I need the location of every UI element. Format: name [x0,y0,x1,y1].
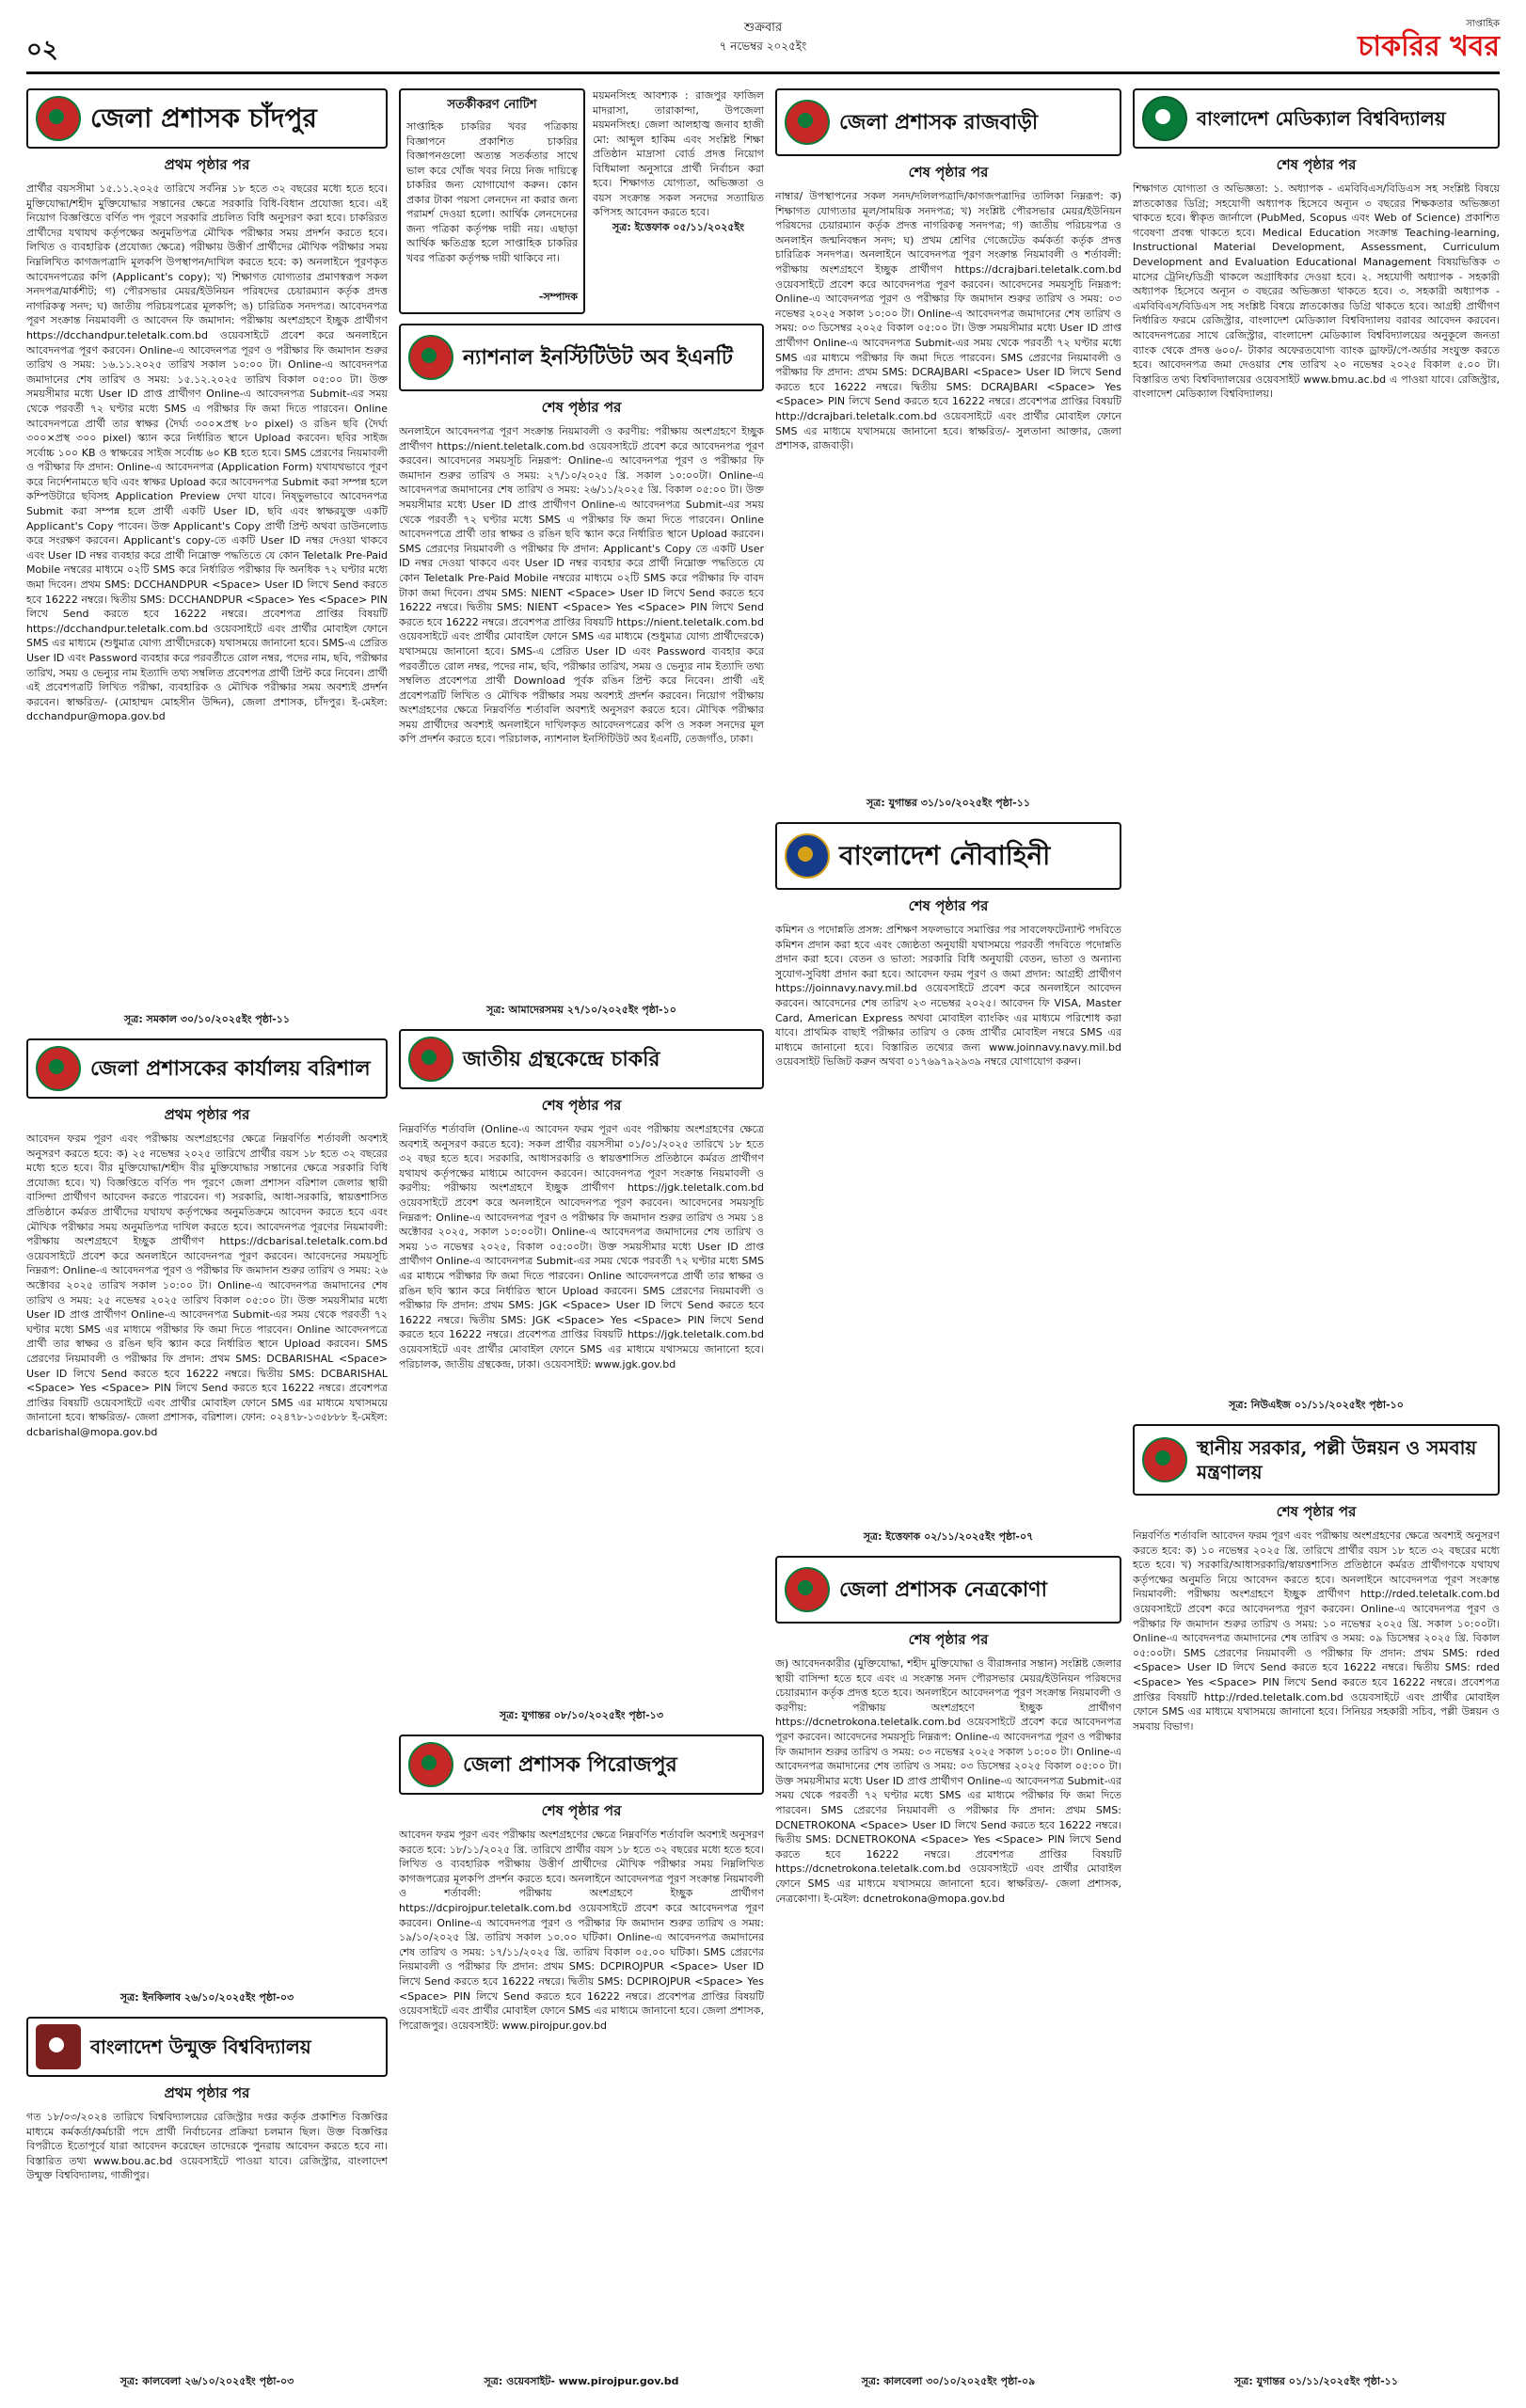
ad-source: সূত্র: ওয়েবসাইট- www.pirojpur.gov.bd [484,2375,679,2387]
govt-emblem-icon [36,1046,81,1091]
ad-header [26,2017,388,2077]
ad-netrokona [775,1556,1121,2391]
ad-source: সূত্র: সমকাল ৩০/১০/২০২৫ইং পৃষ্ঠা-১১ [123,1013,291,1025]
ad-body: কমিশন ও পদোন্নতি প্রসঙ্গ: প্রশিক্ষণ সফলভাবে সমাপ্তির পর সাবলেফটেন্যান্ট পদবিতে কমিশন প্রদান করা হবে এবং জ্যেষ্ঠতা অনুযায়ী যথাসময়ে পরবর্তী পদবিতে পদোন্নতি প্রদান করা হবে। বেতন ও ভাতা: সরকারি বিধি অনুযায়ী বেতন, ভাতা ও অন্যান্য সুযোগ-সুবিধা প্রদান করা হবে। আবেদন ফরম পূরণ ও জমা প্রদান: আগ্রহী প্রার্থীগণ https://joinnavy.navy.mil.bd ওয়েবসাইটে প্রবেশ করে অনলাইনে আবেদন করবেন। আবেদনের শেষ তারিখ ২৩ নভেম্বর ২০২৫। আবেদন ফি VISA, Master Card, American Express অথবা মোবাইল ব্যাংকিং এর মাধ্যমে পরিশোধ করা যাবে। প্রাথমিক বাছাই পরীক্ষার তারিখ ও কেন্দ্র প্রার্থীর মোবাইল নম্বরে SMS এর মাধ্যমে জানানো হবে। বিস্তারিত তথ্যের জন্য www.joinnavy.navy.mil.bd ওয়েবসাইট ভিজিট করুন অথবা ০১৭৬৯৭৯২৯৩৯ নম্বরে যোগাযোগ করুন। [775,924,1121,1069]
ad-header [775,88,1121,156]
ad-source: সূত্র: ইত্তেফাক ০২/১১/২০২৫ইং পৃষ্ঠা-০৭ [863,1530,1034,1543]
ad-body: আবেদন ফরম পূরণ এবং পরীক্ষায় অংশগ্রহণের ক্ষেত্রে নিম্নবর্ণিত শর্তাবলি অবশ্যই অনুসরণ করতে হবে: ১৮/১১/২০২৫ খ্রি. তারিখে প্রার্থীর বয়স ১৮ হতে ৩২ বছরের মধ্যে হতে হবে। লিখিত ও ব্যবহারিক পরীক্ষায় উত্তীর্ণ প্রার্থীদের মৌখিক পরীক্ষার সময় নিম্নলিখিত কাগজপত্রের মূলকপি প্রদর্শন করতে হবে। অনলাইনে আবেদনপত্র পূরণ সংক্রান্ত নিয়মাবলী ও শর্তাবলী: পরীক্ষায় অংশগ্রহণে ইচ্ছুক প্রার্থীগণ https://dcpirojpur.teletalk.com.bd ওয়েবসাইটে প্রবেশ করে আবেদনপত্র পূরণ করবেন। Online-এ আবেদনপত্র পূরণ ও পরীক্ষার ফি জমাদান শুরুর তারিখ ও সময়: ১৯/১০/২০২৫ খ্রি. তারিখ সকাল ১০.০০ ঘটিকা। Online-এ আবেদনপত্র জমাদানের শেষ তারিখ ও সময়: ১৭/১১/২০২৫ খ্রি. তারিখ বিকাল ০৫.০০ ঘটিকা। SMS প্রেরণের নিয়মাবলী ও পরীক্ষার ফি প্রদান: প্রথম SMS: DCPIROJPUR <Space> User ID লিখে Send করতে হবে 16222 নম্বরে। দ্বিতীয় SMS: DCPIROJPUR <Space> Yes <Space> PIN লিখে Send করতে হবে 16222 নম্বরে। প্রবেশপত্র প্রাপ্তির বিষয়টি ওয়েবসাইটে এবং প্রার্থীর মোবাইল ফোনে SMS এর মাধ্যমে জানানো হবে। জেলা প্রশাসক, পিরোজপুর। ওয়েবসাইট: www.pirojpur.gov.bd [399,1829,764,2032]
column-2 [399,88,764,2391]
column-3 [775,88,1121,2391]
ad-header [399,324,764,391]
ad-source: সূত্র: ইনকিলাব ২৬/১০/২০২৫ইং পৃষ্ঠা-০৩ [119,1991,294,2004]
masthead [26,13,1500,74]
ad-header [26,1038,388,1099]
brand-tagline: সাপ্তাহিক [1466,19,1500,29]
ad-body: নিম্নবর্ণিত শর্তাবলি (Online-এ আবেদন ফরম পূরণ এবং পরীক্ষায় অংশগ্রহণের ক্ষেত্রে অবশ্যই অনুসরণ করতে হবে): সকল প্রার্থীর বয়সসীমা ০১/০১/২০২৫ তারিখে ১৮ হতে ৩২ বছর হতে হবে। সরকারি, আধাসরকারি ও স্বায়ত্তশাসিত প্রতিষ্ঠানে কর্মরত প্রার্থীগণ যথাযথ কর্তৃপক্ষের মাধ্যমে আবেদন করবেন। আবেদনপত্র পূরণ সংক্রান্ত নিয়মাবলী ও করণীয়: পরীক্ষায় অংশগ্রহণে ইচ্ছুক প্রার্থীগণ https://jgk.teletalk.com.bd ওয়েবসাইটে প্রবেশ করে অনলাইনে আবেদনপত্র পূরণ করবেন। আবেদনের সময়সূচি নিম্নরূপ: Online-এ আবেদনপত্র পূরণ ও পরীক্ষার ফি জমাদান শুরুর তারিখ ও সময় ১৪ অক্টোবর ২০২৫, সকাল ১০:০০টা। Online-এ আবেদনপত্র জমাদানের শেষ তারিখ ও সময় ১৩ নভেম্বর ২০২৫, বিকাল ০৫:০০টা। উক্ত সময়সীমার মধ্যে User ID প্রাপ্ত প্রার্থীগণ Online-এ আবেদনপত্র Submit-এর সময় থেকে পরবর্তী ৭২ ঘণ্টার মধ্যে SMS এর মাধ্যমে পরীক্ষার ফি জমা দিতে পারবেন। Online আবেদনপত্রে প্রার্থী তার স্বাক্ষর ও রঙিন ছবি স্ক্যান করে নির্ধারিত স্থানে Upload করবেন। SMS প্রেরণের নিয়মাবলী ও পরীক্ষার ফি প্রদান: প্রথম SMS: JGK <Space> User ID লিখে Send করতে হবে 16222 নম্বরে। দ্বিতীয় SMS: JGK <Space> Yes <Space> PIN লিখে Send করতে হবে 16222 নম্বরে। প্রবেশপত্র প্রাপ্তির বিষয়টি https://jgk.teletalk.com.bd ওয়েবসাইটে এবং প্রার্থীর মোবাইল ফোনে SMS এর মাধ্যমে যথাসময়ে জানানো হবে। পরিচালক, জাতীয় গ্রন্থকেন্দ্র, ঢাকা। ওয়েবসাইট: www.jgk.gov.bd [399,1123,764,1370]
issue-date: ৭ নভেম্বর ২০২৫ইং [719,40,807,53]
brand-name: চাকরির খবর [1358,30,1500,63]
govt-emblem-icon [408,335,453,380]
ad-body: গত ১৮/০৩/২০২৪ তারিখে বিশ্ববিদ্যালয়ের রেজিস্ট্রার দপ্তর কর্তৃক প্রকাশিত বিজ্ঞপ্তির মাধ্যমে কর্মকর্তা/কর্মচারী পদে প্রার্থী নির্বাচনের প্রক্রিয়া চলমান ছিল। উক্ত বিজ্ঞপ্তির বিপরীতে ইতোপূর্বে যারা আবেদন করেছেন তাদেরকে পুনরায় আবেদন করতে হবে না। বিস্তারিত তথ্য www.bou.ac.bd ওয়েবসাইটে পাওয়া যাবে। রেজিস্ট্রার, বাংলাদেশ উন্মুক্ত বিশ্ববিদ্যালয়, গাজীপুর। [26,2111,388,2182]
ad-body: নিম্নবর্ণিত শর্তাবলি আবেদন ফরম পূরণ এবং পরীক্ষায় অংশগ্রহণের ক্ষেত্রে অবশ্যই অনুসরণ করতে হবে: ক) ১০ নভেম্বর ২০২৫ খ্রি. তারিখে প্রার্থীর বয়স ১৮ হতে ৩২ বছরের মধ্যে হতে হবে। খ) সরকারি/আধাসরকারি/স্বায়ত্তশাসিত প্রতিষ্ঠানে কর্মরত প্রার্থীগণকে যথাযথ কর্তৃপক্ষের অনুমতি নিয়ে আবেদন করতে হবে। অনলাইনে আবেদনপত্র পূরণ সংক্রান্ত নিয়মাবলী: পরীক্ষায় অংশগ্রহণে ইচ্ছুক প্রার্থীগণ http://rded.teletalk.com.bd ওয়েবসাইটে প্রবেশ করে আবেদনপত্র পূরণ করবেন। Online-এ আবেদনপত্র পূরণ ও পরীক্ষার ফি জমাদান শুরুর তারিখ ও সময়: ১০ নভেম্বর ২০২৫ খ্রি. সকাল ১০:০০টা। Online-এ আবেদনপত্র জমাদানের শেষ তারিখ ও সময়: ০৯ ডিসেম্বর ২০২৫ খ্রি. বিকাল ০৫:০০টা। SMS প্রেরণের নিয়মাবলী ও পরীক্ষার ফি প্রদান: প্রথম SMS: rded <Space> User ID লিখে Send করতে হবে 16222 নম্বরে। দ্বিতীয় SMS: rded <Space> Yes <Space> PIN লিখে Send করতে হবে 16222 নম্বরে। প্রবেশপত্র প্রাপ্তির বিষয়টি http://rded.teletalk.com.bd ওয়েবসাইটে এবং প্রার্থীর মোবাইল ফোনে SMS এর মাধ্যমে যথাসময়ে জানানো হবে। সিনিয়র সহকারী সচিব, পল্লী উন্নয়ন ও সমবায় বিভাগ। [1133,1529,1500,1733]
ad-subtitle: শেষ পৃষ্ঠার পর [541,399,622,416]
ad-subtitle: শেষ পৃষ্ঠার পর [908,897,989,914]
govt-emblem-icon [785,100,830,145]
dateline [26,19,1500,57]
govt-emblem-icon [1142,1437,1187,1482]
ad-title: জাতীয় গ্রন্থকেন্দ্রে চাকরি [463,1047,660,1071]
ad-subtitle: শেষ পৃষ্ঠার পর [1276,1503,1357,1520]
university-logo-icon [36,2024,81,2069]
ad-subtitle: শেষ পৃষ্ঠার পর [541,1802,622,1819]
ad-title: স্থানীয় সরকার, পল্লী উন্নয়ন ও সমবায় মন্ত্রণালয় [1197,1436,1477,1483]
ad-title: বাংলাদেশ মেডিক্যাল বিশ্ববিদ্যালয় [1197,107,1446,130]
ad-header [775,1556,1121,1624]
ad-header [775,822,1121,890]
ad-header [26,88,388,149]
notice-body: সাপ্তাহিক চাকরির খবর পত্রিকায় বিজ্ঞাপনে প্রকাশিত চাকরির বিজ্ঞাপনগুলো অত্যন্ত সতর্কতার সাথে ভাল করে খোঁজ খবর নিয়ে নিজ দায়িত্বে চাকরির জন্য যোগাযোগ করুন। কোন প্রকার টাকা পয়সা লেনদেন না করার জন্য পরামর্শ দেওয়া হলো। আর্থিক লেনদেনের জন্য পত্রিকা কর্তৃপক্ষ দায়ী নয়। এছাড়া আর্থিক ক্ষতিগ্রস্ত হলে সাপ্তাহিক চাকরির খবর পত্রিকা কর্তৃপক্ষ দায়ী থাকিবে না। [406,120,578,264]
ad-title: জেলা প্রশাসক রাজবাড়ী [839,110,1039,135]
ad-pirojpur [399,1735,764,2391]
ad-body: অনলাইনে আবেদনপত্র পূরণ সংক্রান্ত নিয়মাবলী ও করণীয়: পরীক্ষায় অংশগ্রহণে ইচ্ছুক প্রার্থীগণ https://nient.teletalk.com.bd ওয়েবসাইটে প্রবেশ করে আবেদনপত্র পূরণ করবেন। আবেদনের সময়সূচি নিম্নরূপ: Online-এ আবেদনপত্র পূরণ ও পরীক্ষার ফি জমাদান শুরুর তারিখ ও সময়: ২৭/১০/২০২৫ খ্রি. সকাল ১০:০০টা। Online-এ আবেদনপত্র জমাদানের শেষ তারিখ ও সময়: ২৬/১১/২০২৫ খ্রি. বিকাল ০৫:০০ টা। উক্ত সময়সীমার মধ্যে User ID প্রাপ্ত প্রার্থীগণ Online-এ আবেদনপত্র Submit-এর সময় থেকে পরবর্তী ৭২ ঘণ্টার মধ্যে SMS এ পরীক্ষার ফি জমা দিতে পারবেন। Online আবেদনপত্রে প্রার্থী তার স্বাক্ষর ও রঙিন ছবি স্ক্যান করে নির্ধারিত স্থানে Upload করবেন। SMS প্রেরণের নিয়মাবলী ও পরীক্ষার ফি প্রদান: Applicant's Copy তে একটি User ID নম্বর দেওয়া থাকবে এবং User ID নম্বর ব্যবহার করে প্রার্থী নিম্নোক্ত পদ্ধতিতে যে কোন Teletalk Pre-Paid Mobile নম্বরের মাধ্যমে ০২টি SMS করে পরীক্ষার ফি বাবদ টাকা জমা দিবেন। প্রথম SMS: NIENT <Space> User ID লিখে Send করতে হবে 16222 নম্বরে। দ্বিতীয় SMS: NIENT <Space> Yes <Space> PIN লিখে Send করতে হবে 16222 নম্বরে। প্রবেশপত্র প্রাপ্তির বিষয়টি https://nient.teletalk.com.bd ওয়েবসাইটে এবং প্রার্থীর মোবাইল ফোনে SMS এর মাধ্যমে (শুধুমাত্র যোগ্য প্রার্থীদেরকে) যথাসময়ে জানানো হবে। SMS-এ প্রেরিত User ID এবং Password ব্যবহার করে পরবর্তীতে রোল নম্বর, পদের নাম, ছবি, পরীক্ষার তারিখ, সময় ও ভেন্যুর নাম ইত্যাদি তথ্য সম্বলিত প্রবেশপত্র প্রার্থী Download পূর্বক রঙিন প্রিন্ট করে নিবেন। প্রার্থী এই প্রবেশপত্রটি লিখিত ও মৌখিক পরীক্ষার সময় অবশ্যই প্রদর্শন করবেন। নিয়োগ পরীক্ষায় অংশগ্রহণের ক্ষেত্রে নিম্নবর্ণিত শর্তাবলি অবশ্যই অনুসরণ করতে হবে। মৌখিক পরীক্ষার সময় প্রার্থীদের অবশ্যই অনলাইনে দাখিলকৃত আবেদনপত্রের কপি ও সকল সনদের মূল কপি প্রদর্শন করতে হবে। পরিচালক, ন্যাশনাল ইনস্টিটিউট অব ইএনটি, তেজগাঁও, ঢাকা। [399,425,764,746]
ad-body: জ) আবেদনকারীর (মুক্তিযোদ্ধা, শহীদ মুক্তিযোদ্ধা ও বীরাঙ্গনার সন্তান) সংশ্লিষ্ট জেলার স্থায়ী বাসিন্দা হতে হবে এবং এ সংক্রান্ত সনদ পৌরসভার মেয়র/ইউনিয়ন পরিষদের চেয়ারম্যান কর্তৃক প্রদত্ত হতে হবে। অনলাইনে আবেদনপত্র পূরণ সংক্রান্ত নিয়মাবলী ও করণীয়: পরীক্ষায় অংশগ্রহণে ইচ্ছুক প্রার্থীগণ https://dcnetrokona.teletalk.com.bd ওয়েবসাইটে প্রবেশ করে আবেদনপত্র পূরণ করবেন। আবেদনের সময়সূচি নিম্নরূপ: Online-এ আবেদনপত্র পূরণ ও পরীক্ষার ফি জমাদান শুরুর তারিখ ও সময়: ০৩ নভেম্বর ২০২৫ সকাল ১০:০০ টা। Online-এ আবেদনপত্র জমাদানের শেষ তারিখ ও সময়: ০৩ ডিসেম্বর ২০২৫ বিকাল ০৫:০০ টা। উক্ত সময়সীমার মধ্যে User ID প্রাপ্ত প্রার্থীগণ Online-এ আবেদনপত্র Submit-এর সময় থেকে পরবর্তী ৭২ ঘণ্টার মধ্যে SMS এর মাধ্যমে পরীক্ষার ফি জমা দিতে পারবেন। SMS প্রেরণের নিয়মাবলী ও পরীক্ষার ফি প্রদান: প্রথম SMS: DCNETROKONA <Space> User ID লিখে Send করতে হবে 16222 নম্বরে। দ্বিতীয় SMS: DCNETROKONA <Space> Yes <Space> PIN লিখে Send করতে হবে 16222 নম্বরে। প্রবেশপত্র প্রাপ্তির বিষয়টি https://dcnetrokona.teletalk.com.bd ওয়েবসাইটে এবং প্রার্থীর মোবাইল ফোনে SMS এর মাধ্যমে যথাসময়ে জানানো হবে। স্বাক্ষরিত/- জেলা প্রশাসক, নেত্রকোণা। ই-মেইল: dcnetrokona@mopa.gov.bd [775,1657,1121,1905]
ad-body: নাম্বার/ উপস্থাপনের সকল সনদ/দলিলপত্রাদি/কাগজপত্রাদির তালিকা নিম্নরূপ: ক) শিক্ষাগত যোগ্যতার মূল/সাময়িক সনদপত্র; খ) সংশ্লিষ্ট পৌরসভার মেয়র/ইউনিয়ন পরিষদের চেয়ারম্যান কর্তৃক প্রদত্ত নাগরিকত্ব সনদপত্র; গ) জাতীয় পরিচয়পত্র ও অনলাইন জন্মনিবন্ধন সনদ; ঘ) প্রথম শ্রেণির গেজেটেড কর্মকর্তা কর্তৃক প্রদত্ত চারিত্রিক সনদপত্র। অনলাইনে আবেদনপত্র পূরণ সংক্রান্ত নিয়মাবলী ও শর্তাবলী: পরীক্ষায় অংশগ্রহণে ইচ্ছুক প্রার্থীগণ https://dcrajbari.teletalk.com.bd ওয়েবসাইটে প্রবেশ করে আবেদনপত্র পূরণ করবেন। আবেদনের সময়সূচি নিম্নরূপ: Online-এ আবেদনপত্র পূরণ ও পরীক্ষার ফি জমাদান শুরুর তারিখ ও সময়: ০৩ নভেম্বর ২০২৫ সকাল ১০:০০ টা। Online-এ আবেদনপত্র জমাদানের শেষ তারিখ ও সময়: ০৩ ডিসেম্বর ২০২৫ বিকাল ০৫:০০ টা। উক্ত সময়সীমার মধ্যে User ID প্রাপ্ত প্রার্থীগণ Online-এ আবেদনপত্র Submit-এর সময় থেকে পরবর্তী ৭২ ঘণ্টার মধ্যে SMS এর মাধ্যমে পরীক্ষার ফি জমা দিতে পারবেন। SMS প্রেরণের নিয়মাবলী ও পরীক্ষার ফি প্রদান: প্রথম SMS: DCRAJBARI <Space> User ID লিখে Send করতে হবে 16222 নম্বরে। দ্বিতীয় SMS: DCRAJBARI <Space> Yes <Space> PIN লিখে Send করতে হবে 16222 নম্বরে। প্রবেশপত্র প্রাপ্তির বিষয়টি http://dcrajbari.teletalk.com.bd ওয়েবসাইটে এবং প্রার্থীর মোবাইল ফোনে SMS এর মাধ্যমে যথাসময়ে জানানো হবে। স্বাক্ষরিত/- সুলতানা আক্তার, জেলা প্রশাসক, রাজবাড়ী। [775,190,1121,452]
navy-emblem-icon [785,833,830,879]
ad-subtitle: প্রথম পৃষ্ঠার পর [164,156,250,173]
ad-rajbari [775,88,1121,813]
ad-lgrd [1133,1424,1500,2391]
ad-source: সূত্র: নিউএইজ ০১/১১/২০২৫ইং পৃষ্ঠা-১০ [1229,1399,1404,1411]
ad-title: জেলা প্রশাসক চাঁদপুর [90,103,317,134]
ad-nbc [399,1029,764,1725]
ad-navy [775,822,1121,1546]
ad-chandpur [26,88,388,1029]
ad-bmu [1133,88,1500,1415]
govt-emblem-icon [408,1037,453,1082]
ad-source: সূত্র: কালবেলা ৩০/১০/২০২৫ইং পৃষ্ঠা-০৯ [861,2375,1036,2387]
column-1 [26,88,388,2391]
ad-body: প্রার্থীর বয়সসীমা ১৫.১১.২০২৫ তারিখে সর্বনিম্ন ১৮ হতে ৩২ বছরের মধ্যে হতে হবে। মুক্তিযোদ্ধা/শহীদ মুক্তিযোদ্ধার সন্তানের ক্ষেত্রে সরকারি বিধি-বিধান প্রযোজ্য হবে। এই নিয়োগ বিজ্ঞপ্তিতে বর্ণিত পদ পূরণে সরকারি প্রচলিত বিধি অনুসরণ করা হবে। চাকরিরত প্রার্থীদের যথাযথ কর্তৃপক্ষের অনুমতিপত্র মৌখিক পরীক্ষার সময় প্রদর্শন করতে হবে। লিখিত ও ব্যবহারিক (প্রযোজ্য ক্ষেত্রে) পরীক্ষায় উত্তীর্ণ প্রার্থীদের মৌখিক পরীক্ষার সময় নিম্নলিখিত কাগজপত্রাদি মূলকপি উপস্থাপন/দাখিল করতে হবে: ক) অনলাইনে পূরণকৃত আবেদনপত্রের কপি (Applicant's copy); খ) শিক্ষাগত যোগ্যতার প্রমাণস্বরূপ সকল সনদপত্র/মার্কশীট; গ) পৌরসভার মেয়র/ইউনিয়ন পরিষদের চেয়ারম্যান কর্তৃক প্রদত্ত নাগরিকত্ব সনদ; ঘ) জাতীয় পরিচয়পত্রের মূলকপি; ঙ) চারিত্রিক সনদপত্র। আবেদনপত্র পূরণ সংক্রান্ত নিয়মাবলী ও আবেদন ফি জমাদান: পরীক্ষায় অংশগ্রহণে ইচ্ছুক প্রার্থীগণ https://dcchandpur.teletalk.com.bd ওয়েবসাইটে প্রবেশ করে অনলাইনে আবেদনপত্র পূরণ করবেন। Online-এ আবেদনপত্র পূরণ ও পরীক্ষার ফি জমাদান শুরুর তারিখ ও সময়: ১৬.১১.২০২৫ তারিখ সকাল ১০:০০ টা। Online-এ আবেদনপত্র জমাদানের শেষ তারিখ ও সময়: ১৫.১২.২০২৫ তারিখ বিকাল ০৫:০০ টা। উক্ত সময়সীমার মধ্যে User ID প্রাপ্ত প্রার্থীগণ Online-এ আবেদনপত্র Submit-এর সময় থেকে পরবর্তী ৭২ ঘণ্টার মধ্যে SMS এ পরীক্ষার ফি জমা দিতে পারবেন। Online আবেদনপত্রে প্রার্থী তার স্বাক্ষর (দৈর্ঘ্য ৩০০×প্রস্থ ৮০ pixel) ও রঙিন ছবি (দৈর্ঘ্য ৩০০×প্রস্থ ৩০০ pixel) স্ক্যান করে নির্ধারিত স্থানে Upload করবেন। ছবির সাইজ সর্বোচ্চ ১০০ KB ও স্বাক্ষরের সাইজ সর্বোচ্চ ৬০ KB হতে হবে। SMS প্রেরণের নিয়মাবলী ও পরীক্ষার ফি প্রদান: Online-এ আবেদনপত্র (Application Form) যথাযথভাবে পূরণ করে নির্দেশনামতে ছবি এবং স্বাক্ষর Upload করে আবেদনপত্র Submit করা সম্পন্ন হলে কম্পিউটারে ছবিসহ Application Preview দেখা যাবে। নিষ্ভুলভাবে আবেদনপত্র Submit করা সম্পন্ন হলে প্রার্থী একটি User ID, ছবি এবং স্বাক্ষরযুক্ত একটি Applicant's Copy পাবেন। উক্ত Applicant's Copy প্রার্থী প্রিন্ট অথবা ডাউনলোড করে সংরক্ষণ করবেন। Applicant's copy-তে একটি User ID নম্বর দেওয়া থাকবে এবং User ID নম্বর ব্যবহার করে প্রার্থী নিম্নোক্ত পদ্ধতিতে যে কোন Teletalk Pre-Paid Mobile নম্বরের মাধ্যমে ০২টি SMS করে নির্ধারিত পরীক্ষার ফি অনধিক ৭২ ঘণ্টার মধ্যে জমা দিবেন। প্রথম SMS: DCCHANDPUR <Space> User ID লিখে Send করতে হবে 16222 নম্বরে। দ্বিতীয় SMS: DCCHANDPUR <Space> Yes <Space> PIN লিখে Send করতে হবে 16222 নম্বরে। প্রবেশপত্র প্রাপ্তির বিষয়টি https://dcchandpur.teletalk.com.bd ওয়েবসাইটে এবং প্রার্থীর মোবাইল ফোনে SMS এর মাধ্যমে (শুধুমাত্র যোগ্য প্রার্থীদেরকে) যথাসময়ে জানানো হবে। SMS-এ প্রেরিত User ID এবং Password ব্যবহার করে পরবর্তীতে রোল নম্বর, পদের নাম, ছবি, পরীক্ষার তারিখ, সময় ও ভেন্যুর নাম ইত্যাদি তথ্য সম্বলিত প্রবেশপত্র প্রার্থী প্রিন্ট করে নিবেন। প্রার্থী এই প্রবেশপত্রটি লিখিত পরীক্ষা, ব্যবহারিক ও মৌখিক পরীক্ষার সময় অবশ্যই প্রদর্শন করবেন। স্বাক্ষরিত/- (মোহাম্মদ মোহসীন উদ্দিন), জেলা প্রশাসক, চাঁদপুর। ই-মেইল: dcchandpur@mopa.gov.bd [26,182,388,723]
university-logo-icon [1142,96,1187,141]
snippet-source: সূত্র: ইত্তেফাক ০৫/১১/২০২৫ইং [612,220,744,233]
column-4 [1133,88,1500,2391]
issue-day: শুক্রবার [743,21,783,35]
ad-subtitle: প্রথম পৃষ্ঠার পর [164,1106,250,1123]
page-number: ০২ [26,36,58,64]
ad-title: ন্যাশনাল ইনস্টিটিউট অব ইএনটি [463,345,733,370]
ad-subtitle: শেষ পৃষ্ঠার পর [908,1631,989,1648]
warning-notice [399,88,585,314]
ad-subtitle: শেষ পৃষ্ঠার পর [908,164,989,181]
ad-title: জেলা প্রশাসক পিরোজপুর [463,1752,677,1777]
snippet-body: ময়মনসিংহ আবশ্যক : রাজপুর ফাজিল মাদরাসা, তারাকান্দা, উপজেলা ময়মনসিংহ। জেলা আলহাজ্ব জনাব হাজী মো: আব্দুল হাকিম এবং সংশ্লিষ্ট শিক্ষা প্রতিষ্ঠান মাদ্রাসা বোর্ড প্রদত্ত নিয়োগ বিধিমালা অনুসারে প্রার্থী নির্বাচন করা হবে। শিক্ষাগত যোগ্যতা, অভিজ্ঞতা ও বয়স সংক্রান্ত সকল সনদের সত্যায়িত কপিসহ আবেদন করতে হবে। [593,89,764,218]
ad-title: বাংলাদেশ নৌবাহিনী [839,840,1051,871]
ad-title: জেলা প্রশাসকের কার্যালয় বরিশাল [90,1056,371,1081]
ad-source: সূত্র: যুগান্তর ০১/১১/২০২৫ইং পৃষ্ঠা-১১ [1234,2375,1398,2387]
ad-header [399,1029,764,1089]
govt-emblem-icon [36,96,81,141]
govt-emblem-icon [785,1567,830,1612]
ad-title: বাংলাদেশ উন্মুক্ত বিশ্ববিদ্যালয় [90,2036,311,2058]
ad-snippet [593,88,764,314]
notice-title: সতর্কীকরণ নোটিশ [447,98,537,112]
ad-source: সূত্র: আমাদেরসময় ২৭/১০/২০২৫ইং পৃষ্ঠা-১০ [486,1004,676,1016]
ad-body: শিক্ষাগত যোগ্যতা ও অভিজ্ঞতা: ১. অধ্যাপক - এমবিবিএস/বিডিএস সহ সংশ্লিষ্ট বিষয়ে স্নাতকোত্তর ডিগ্রি; সহযোগী অধ্যাপক হিসেবে অন্যূন ৩ বছরের শিক্ষকতার অভিজ্ঞতা থাকতে হবে। স্বীকৃত জার্নালে (PubMed, Scopus এবং Web of Science) প্রকাশিত গবেষণা প্রবন্ধ থাকতে হবে। Medical Education সংক্রান্ত Teaching-learning, Instructional Material Development, Assessment, Curriculum Development and Evaluation Educational Management বিষয়ভিত্তিক ৩ মাসের ট্রেনিং/ডিগ্রী থাকলে অগ্রাধিকার দেওয়া হবে। ২. সহযোগী অধ্যাপক - সহকারী অধ্যাপক হিসেবে অন্যূন ৩ বছরের অভিজ্ঞতা থাকতে হবে। ৩. সহকারী অধ্যাপক - এমবিবিএস/বিডিএস সহ সংশ্লিষ্ট বিষয়ে স্নাতকোত্তর ডিগ্রি থাকতে হবে। আগ্রহী প্রার্থীগণ নির্ধারিত ফরমে রেজিস্ট্রার, বাংলাদেশ মেডিক্যাল বিশ্ববিদ্যালয় বরাবর আবেদন করবেন। আবেদনপত্রের সাথে রেজিস্ট্রার, বাংলাদেশ মেডিক্যাল বিশ্ববিদ্যালয়ের অনুকূলে জনতা ব্যাংক থেকে প্রদত্ত ৬০০/- টাকার অফেরতযোগ্য ব্যাংক ড্রাফট/পে-অর্ডার সংযুক্ত করতে হবে। আবেদনপত্র জমা দেওয়ার শেষ তারিখ ২০ নভেম্বর ২০২৫ বিকাল ৫.০০ টা। বিস্তারিত তথ্য বিশ্ববিদ্যালয়ের ওয়েবসাইট www.bmu.ac.bd এ পাওয়া যাবে। রেজিস্ট্রার, বাংলাদেশ মেডিক্যাল বিশ্ববিদ্যালয়। [1133,182,1500,401]
ad-title: জেলা প্রশাসক নেত্রকোণা [839,1577,1047,1602]
ad-source: সূত্র: যুগান্তর ০৮/১০/২০২৫ইং পৃষ্ঠা-১৩ [500,1709,663,1721]
ad-source: সূত্র: কালবেলা ২৬/১০/২০২৫ইং পৃষ্ঠা-০৩ [119,2375,294,2387]
notice-editor: -সম্পাদক [538,291,578,303]
ad-body: আবেদন ফরম পূরণ এবং পরীক্ষায় অংশগ্রহণের ক্ষেত্রে নিম্নবর্ণিত শর্তাবলী অবশ্যই অনুসরণ করতে হবে: ক) ২৫ নভেম্বর ২০২৫ তারিখে প্রার্থীর বয়স ১৮ হতে ৩২ বছরের মধ্যে হতে হবে। বীর মুক্তিযোদ্ধা/শহীদ বীর মুক্তিযোদ্ধার সন্তানের ক্ষেত্রে সরকারি বিধি প্রযোজ্য হবে। খ) বিজ্ঞপ্তিতে বর্ণিত পদ পূরণে জেলা প্রশাসন বরিশাল জেলার স্থায়ী বাসিন্দা প্রার্থীগণ আবেদন করতে পারবেন। গ) সরকারি, আধা-সরকারি, স্বায়ত্তশাসিত প্রতিষ্ঠানে কর্মরত প্রার্থীদের যথাযথ কর্তৃপক্ষের অনুমতিক্রমে আবেদন করতে হবে এবং মৌখিক পরীক্ষার সময় অনুমতিপত্র দাখিল করতে হবে। আবেদনপত্র পূরণের নিয়মাবলী: পরীক্ষায় অংশগ্রহণে ইচ্ছুক প্রার্থীগণ https://dcbarisal.teletalk.com.bd ওয়েবসাইটে প্রবেশ করে অনলাইনে আবেদনপত্র পূরণ করবেন। আবেদনের সময়সূচি নিম্নরূপ: Online-এ আবেদনপত্র পূরণ ও পরীক্ষার ফি জমাদান শুরুর তারিখ ও সময়: ২৬ অক্টোবর ২০২৫ তারিখ সকাল ১০:০০ টা। Online-এ আবেদনপত্র জমাদানের শেষ তারিখ ও সময়: ২৫ নভেম্বর ২০২৫ তারিখ বিকাল ০৫:০০ টা। উক্ত সময়সীমার মধ্যে User ID প্রাপ্ত প্রার্থীগণ Online-এ আবেদনপত্র Submit-এর সময় থেকে পরবর্তী ৭২ ঘণ্টার মধ্যে SMS এর মাধ্যমে পরীক্ষার ফি জমা দিতে পারবেন। Online আবেদনপত্রে প্রার্থী তার স্বাক্ষর ও রঙিন ছবি স্ক্যান করে নির্ধারিত স্থানে Upload করবেন। SMS প্রেরণের নিয়মাবলী ও পরীক্ষার ফি প্রদান: প্রথম SMS: DCBARISHAL <Space> User ID লিখে Send করতে হবে 16222 নম্বরে। দ্বিতীয় SMS: DCBARISHAL <Space> Yes <Space> PIN লিখে Send করতে হবে 16222 নম্বরে। প্রবেশপত্র প্রাপ্তির বিষয়টি ওয়েবসাইটে এবং প্রার্থীর মোবাইল ফোনে SMS এর মাধ্যমে যথাসময়ে জানানো হবে। স্বাক্ষরিত/- জেলা প্রশাসক, বরিশাল। ফোন: ০২৪৭৮-১৩৫৮৮৮ ই-মেইল: dcbarishal@mopa.gov.bd [26,1133,388,1438]
ad-barishal [26,1038,388,2007]
ad-subtitle: প্রথম পৃষ্ঠার পর [164,2084,250,2101]
top-row [399,88,764,314]
ad-header [399,1735,764,1795]
ad-header [1133,88,1500,149]
govt-emblem-icon [408,1742,453,1787]
ad-source: সূত্র: যুগান্তর ৩১/১০/২০২৫ইং পৃষ্ঠা-১১ [866,797,1030,809]
ad-bou [26,2017,388,2391]
brand [1358,17,1500,61]
ad-nient [399,324,764,1020]
ad-subtitle: শেষ পৃষ্ঠার পর [1276,156,1357,173]
ad-header [1133,1424,1500,1496]
ad-subtitle: শেষ পৃষ্ঠার পর [541,1097,622,1114]
